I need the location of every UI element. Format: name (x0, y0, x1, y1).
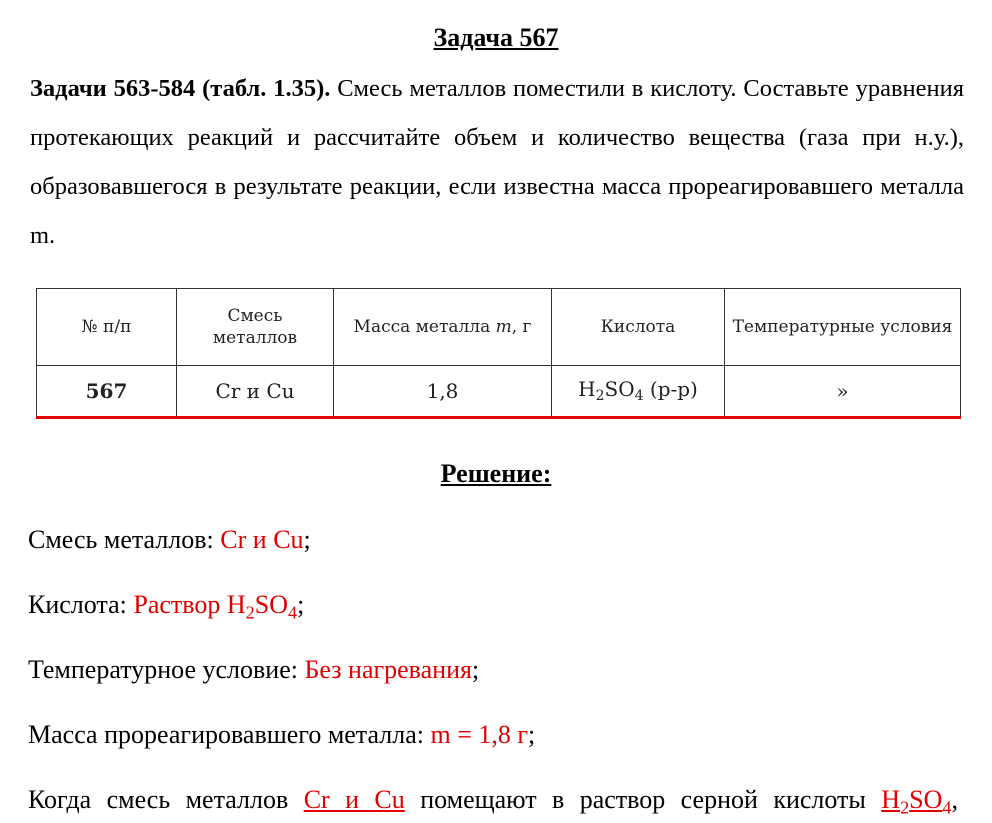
cell-metal-mass: 1,8 (334, 366, 552, 418)
solution-paragraph: Когда смесь металлов Cr и Cu помещают в раствор серной кислоты $H_2SO_4$, (28, 785, 958, 818)
header-number: № п/п (37, 289, 177, 366)
header-metal-mass: Масса металла m, г (334, 289, 552, 366)
task-statement (30, 64, 964, 260)
given-metal-mass: Масса прореагировавшего металла: m = 1,8 г; (28, 720, 536, 749)
task-statement-lead: Задачи 563-584 (табл. 1.35). (30, 75, 331, 102)
header-metal-mix: Смесь металлов (177, 289, 334, 366)
header-temperature: Температурные условия (725, 289, 961, 366)
cell-metal-mix: Cr и Cu (177, 366, 334, 418)
solution-metal-mix: Cr и Cu (303, 785, 405, 814)
given-metal-mix-value: Cr и Cu (220, 525, 304, 554)
task-parameters-table (36, 288, 961, 419)
given-acid-value: Раствор $H_2SO_4$ (133, 590, 298, 623)
solution-acid-formula: $H_2SO_4$ (881, 785, 952, 818)
table-row (37, 366, 961, 418)
given-metal-mix: Смесь металлов: Cr и Cu; (28, 525, 311, 554)
given-acid: Кислота: Раствор $H_2SO_4$; (28, 590, 305, 623)
cell-acid: $H_2SO_4$ (р-р) (552, 366, 725, 418)
cell-number: 567 (37, 366, 177, 418)
solution-title: Решение: (440, 459, 552, 488)
given-temperature-value: Без нагревания (304, 655, 472, 684)
table-header-row (37, 289, 961, 366)
given-temperature: Температурное условие: Без нагревания; (28, 655, 480, 684)
header-acid: Кислота (552, 289, 725, 366)
task-title: Задача 567 (433, 23, 559, 52)
given-metal-mass-value: m = 1,8 г (430, 720, 529, 749)
task-statement-text: Смесь металлов поместили в кислоту. Составьте уравнения протекающих реакций и рассчитайте объем и количество вещества (газа при н.у.), образовавшегося в результате реакции, если известна масса прореагировавшего металла m. (30, 75, 964, 249)
cell-temperature: » (725, 366, 961, 418)
